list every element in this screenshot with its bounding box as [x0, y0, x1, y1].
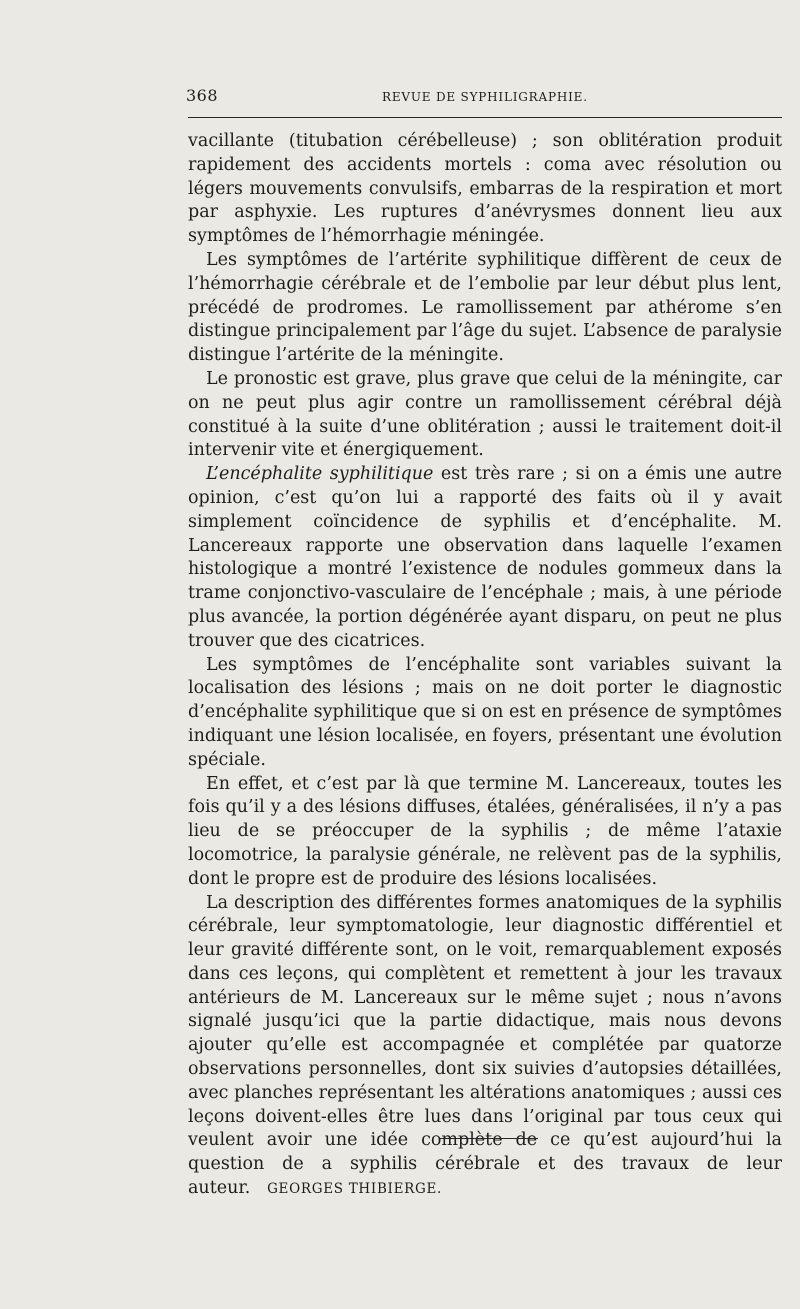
end-rule — [440, 1138, 538, 1139]
page-number: 368 — [186, 86, 219, 105]
paragraph: Le pronostic est grave, plus grave que celui de la méningite, car on ne peut plus agir contre un ramollissement cérébral déjà constitué à la suite d’une oblitération ; aussi le traitement doit-il intervenir vite et énergiquement. — [188, 368, 782, 461]
paragraph: vacillante (titubation cérébelleuse) ; son oblitération produit rapidement des accidents mortels : coma avec résolution ou légers mouvements convulsifs, embarras de la respiration et mort par asphyxie. Les ruptures d’anévrysmes donnent lieu aux symptômes de l’hémorrhagie méningée. — [188, 131, 782, 247]
paragraph: Les symptômes de l’artérite syphilitique diffèrent de ceux de l’hémorrhagie cérébrale et de l’embolie par leur début plus lent, précédé de prodromes. Le ramollissement par athérome s’en distingue principalement par l’âge du sujet. L’absence de paralysie distingue l’artérite de la méningite. — [188, 249, 782, 366]
paragraph-text: est très rare ; si on a émis une autre opinion, c’est qu’on lui a rapporté des faits où il y avait simplement coïncidence de syphilis et d’encéphalite. M. Lancereaux rapporte une observation dans laquelle l’examen histologique a montré l’existence de nodules gommeux dans la trame conjonctivo-vasculaire de l’encéphale ; mais, à une période plus avancée, la portion dégénérée ayant disparu, on peut ne plus trouver que des cicatrices. — [188, 464, 782, 651]
paragraph — [188, 463, 782, 653]
paragraph — [188, 892, 782, 1202]
page-header — [186, 86, 782, 108]
running-title: REVUE DE SYPHILIGRAPHIE. — [382, 90, 588, 104]
paragraph: Les symptômes de l’encéphalite sont variables suivant la localisation des lésions ; mais on ne doit porter le diagnostic d’encéphalite syphilitique que si on est en présence de symptômes indiquant une lésion localisée, en foyers, présentant une évolution spéciale. — [188, 654, 782, 770]
author-signature: GEORGES THIBIERGE. — [267, 1181, 443, 1198]
paragraph: En effet, et c’est par là que termine M. Lancereaux, toutes les fois qu’il y a des lésions diffuses, étalées, généralisées, il n’y a pas lieu de se préoccuper de la syphilis ; de même l’ataxie locomotrice, la paralysie générale, ne relèvent pas de la syphilis, dont le propre est de produire des lésions localisées. — [188, 773, 782, 889]
article-body — [188, 130, 782, 1202]
italic-term: L’encéphalite syphilitique — [206, 464, 434, 485]
paragraph-text: La description des différentes formes anatomiques de la syphilis cérébrale, leur symptomatologie, leur diagnostic différentiel et leur gravité différente sont, on le voit, remarquablement exposés dans ces leçons, qui complètent et remettent à jour les travaux antérieurs de M. Lancereaux sur le même sujet ; nous n’avons signalé jusqu’ici que la partie didactique, mais nous devons ajouter qu’elle est accompagnée et complétée par quatorze observations personnelles, dont six suivies d’autopsies détaillées, avec planches représentant les altérations anatomiques ; aussi ces leçons doivent-elles être lues dans l’original par tous ceux qui veulent avoir une idée complète de ce qu’est aujourd’hui la question de a syphilis cérébrale et des travaux de leur auteur. — [188, 892, 782, 1199]
header-rule — [188, 117, 782, 118]
